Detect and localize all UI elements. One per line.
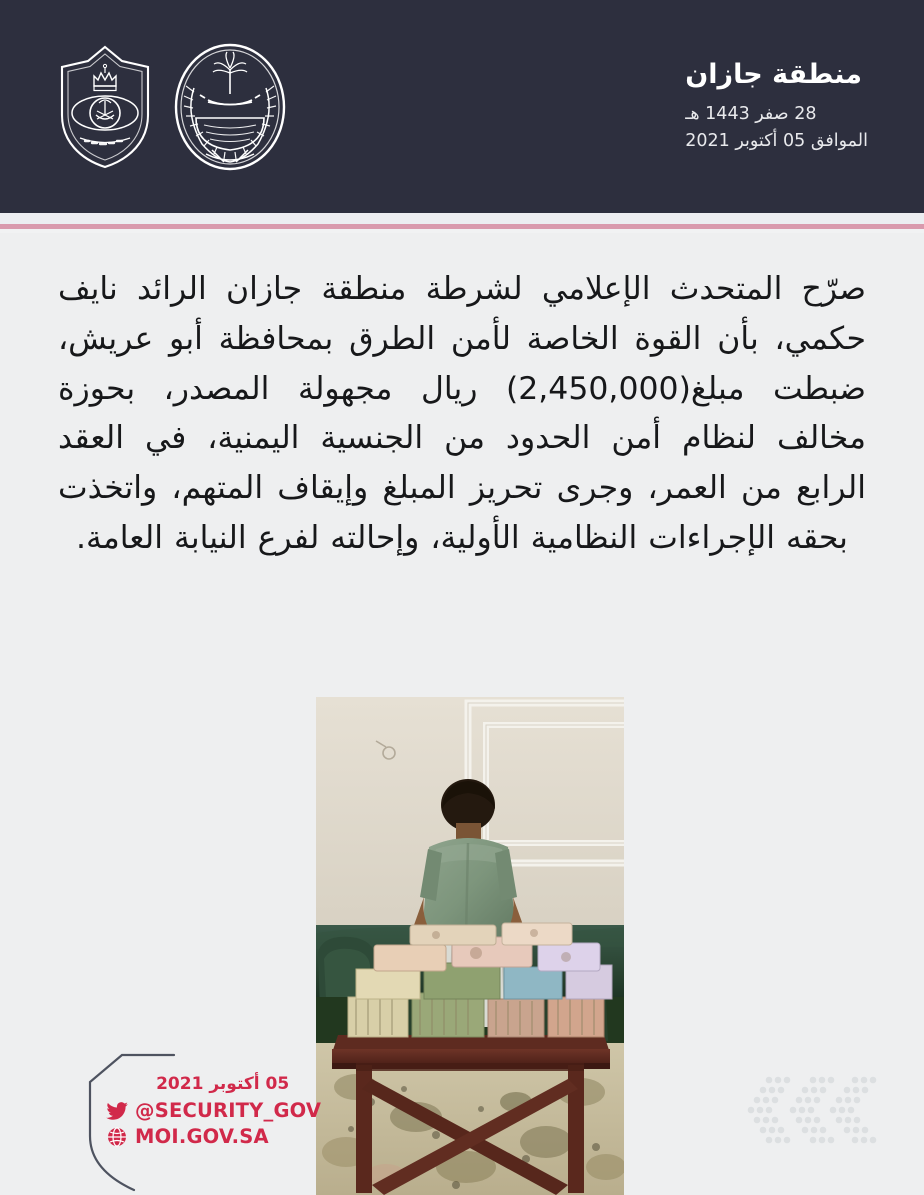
public-security-shield-logo <box>52 43 158 171</box>
hijri-date: 28 صفر 1443 هـ <box>685 103 817 124</box>
evidence-photo-graphic <box>316 697 624 1195</box>
header-divider-tail <box>0 229 924 233</box>
header-divider-light <box>0 213 924 224</box>
statement-text: صرّح المتحدث الإعلامي لشرطة منطقة جازان الرائد نايف حكمي، بأن القوة الخاصة لأمن الطرق بمحافظة أبو عريش، ضبطت مبلغ(2,450,000) ريال مجهولة المصدر، بحوزة مخالف لنظام أمن الحدود من الجنسية اليمنية، في العقد الرابع من العمر، وجرى تحريز المبلغ وإيقاف المتهم، واتخذت بحقه الإجراءات النظامية الأولية، وإحالته لفرع النيابة العامة. <box>58 271 866 556</box>
header-title-block <box>685 0 924 213</box>
region-title: منطقة جازان <box>685 59 862 90</box>
halftone-dot-watermark <box>735 1068 895 1178</box>
evidence-photo <box>316 697 624 1195</box>
footer-twitter-row[interactable] <box>106 1099 321 1122</box>
header-bar <box>0 0 924 213</box>
footer-website-row[interactable] <box>106 1125 321 1148</box>
gregorian-date: الموافق 05 أكتوبر 2021 <box>685 130 868 151</box>
globe-icon[interactable] <box>106 1126 128 1148</box>
ministry-of-interior-emblem-logo <box>172 42 288 172</box>
website-url[interactable]: MOI.GOV.SA <box>135 1125 269 1148</box>
footer-date: 05 أكتوبر 2021 <box>156 1074 290 1094</box>
footer-contact-lines <box>106 1074 321 1151</box>
twitter-handle[interactable]: @SECURITY_GOV <box>135 1099 322 1122</box>
twitter-bird-icon[interactable] <box>106 1100 128 1122</box>
header-logo-group <box>0 0 288 213</box>
footer-contact-badge <box>78 1052 328 1195</box>
